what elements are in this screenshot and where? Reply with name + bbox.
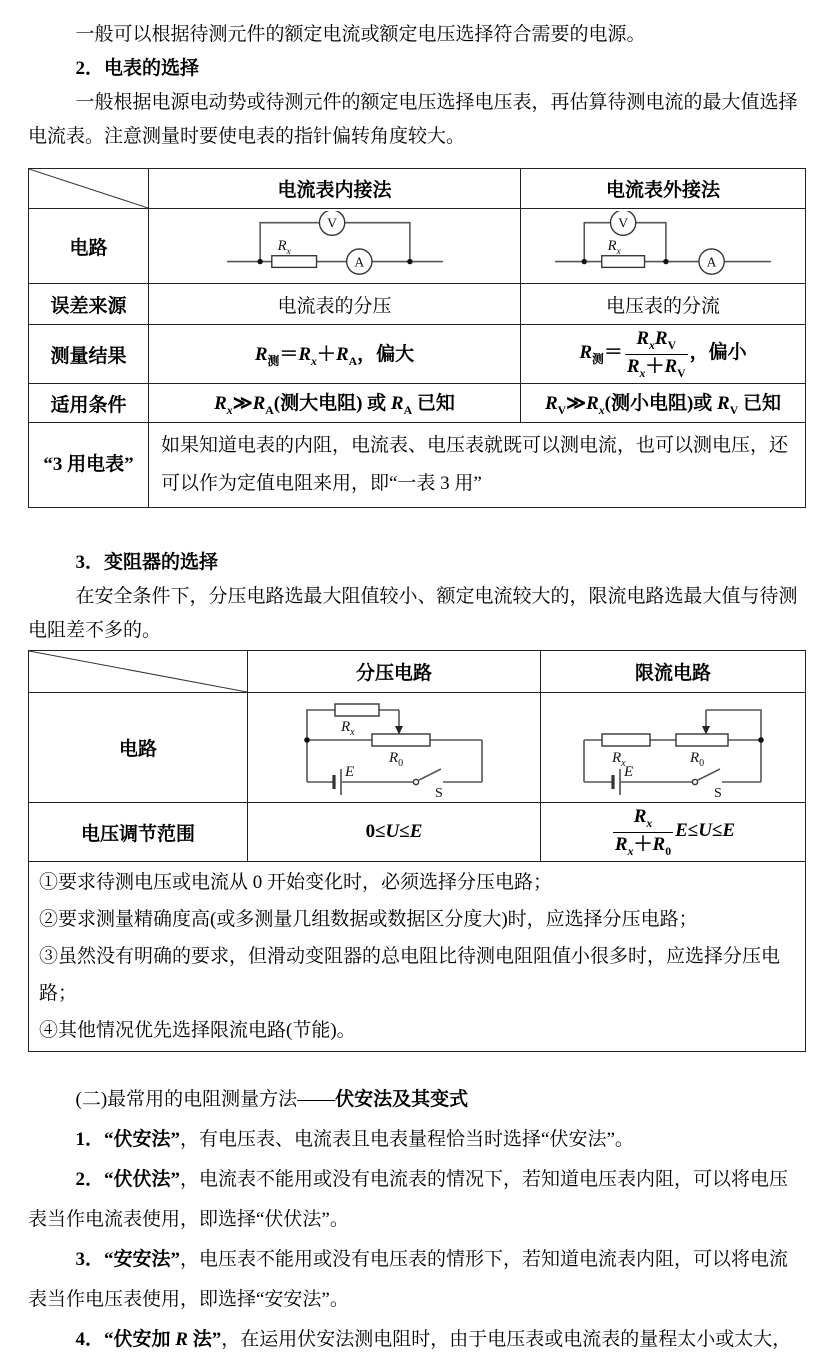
label-rx: $R_x$ — [340, 718, 355, 738]
formula-condition-external: $R_V≫R_x$(测小电阻)或 $R_V$ 已知 — [544, 393, 781, 417]
table1-col-internal: 电流表内接法 — [149, 169, 521, 209]
table1-error-row — [29, 284, 806, 325]
method-1-rest: ，有电压表、电流表且电表量程恰当时选择“伏安法”。 — [180, 1129, 634, 1151]
table2-col-limiter: 限流电路 — [541, 651, 806, 693]
table1-row-label-meter3: “3 用电表” — [29, 423, 149, 508]
formula-result-external: $R_测=$ $\frac{R_xR_V}{R_x+R_V}$ ，偏小 — [579, 328, 747, 380]
cell-meter3-text: 如果知道电表的内阻，电流表、电压表就既可以测电流，也可以测电压，还可以作为定值电阻来用，即“一表 3 用” — [149, 423, 806, 508]
method-item-2 — [28, 1160, 805, 1240]
ammeter-internal-circuit-diagram — [220, 211, 450, 281]
diagonal-divider — [29, 169, 148, 208]
table1-col-external: 电流表外接法 — [521, 169, 806, 209]
table1-row-label-error: 误差来源 — [29, 284, 149, 325]
battery-label: E — [344, 763, 354, 780]
note-3: ③虽然没有明确的要求，但滑动变阻器的总电阻比待测电阻阻值小很多时，应选择分压电路； — [39, 946, 781, 1005]
table2-header-row — [29, 651, 806, 693]
section-2-heading: 2．电表的选择 — [75, 58, 200, 79]
table2-notes-row — [29, 862, 806, 1052]
methods-heading — [28, 1080, 805, 1120]
ammeter-label: A — [706, 254, 717, 270]
method-item-1 — [28, 1120, 805, 1160]
method-3-rest: ，电压表不能用或没有电压表的情形下，若知道电流表内阻，可以将电流表当作电压表使用，即选择“安安法”。 — [28, 1249, 789, 1311]
methods-heading-prefix: (二)最常用的电阻测量方法—— — [75, 1089, 336, 1111]
table1-row-label-circuit: 电路 — [29, 209, 149, 284]
cell-circuit-external — [521, 209, 806, 284]
ammeter-external-circuit-diagram — [548, 211, 778, 281]
method-4-lead: 4．“伏安加 R 法” — [75, 1329, 222, 1351]
methods-section — [28, 1080, 805, 1360]
table1-diagonal-cell — [29, 169, 149, 209]
method-3-lead: 3．“安安法” — [75, 1249, 181, 1271]
method-1-lead: 1．“伏安法” — [75, 1129, 181, 1151]
method-item-4 — [28, 1320, 805, 1360]
label-rx: $R_x$ — [607, 237, 621, 257]
cell-result-external — [521, 325, 806, 384]
cell-range-limiter — [541, 803, 806, 862]
voltmeter-label: V — [618, 215, 629, 231]
table2-circuit-row — [29, 693, 806, 803]
label-r0: $R_0$ — [388, 749, 403, 769]
formula-range-limiter: $\frac{R_x}{R_x+R_0}$ E≤U≤E — [614, 806, 736, 858]
cell-error-internal: 电流表的分压 — [149, 284, 521, 325]
table1-meter3-row — [29, 423, 806, 508]
formula-condition-internal: $R_x≫R_A$(测大电阻) 或 $R_A$ 已知 — [214, 393, 455, 417]
cell-circuit-divider — [248, 693, 541, 803]
cell-condition-internal — [149, 384, 521, 423]
label-rx: $R_x$ — [277, 237, 291, 257]
intro-paragraph: 一般可以根据待测元件的额定电流或额定电压选择符合需要的电源。 — [75, 24, 646, 45]
table2-range-row — [29, 803, 806, 862]
table1-row-label-result: 测量结果 — [29, 325, 149, 384]
formula-result-internal: $R_测=R_x+R_A$，偏大 — [254, 344, 415, 368]
method-item-3 — [28, 1240, 805, 1320]
section-2-paragraph: 一般根据电源电动势或待测元件的额定电压选择电压表，再估算待测电流的最大值选择电流表。注意测量时要使电表的指针偏转角度较大。 — [28, 92, 798, 147]
cell-circuit-internal — [149, 209, 521, 284]
rheostat-table — [28, 650, 806, 1052]
label-r0: $R_0$ — [689, 749, 704, 769]
method-2-lead: 2．“伏伏法” — [75, 1169, 181, 1191]
table1-condition-row — [29, 384, 806, 423]
ammeter-connection-table — [28, 168, 806, 508]
switch-label: S — [713, 785, 722, 800]
cell-condition-external — [521, 384, 806, 423]
battery-label: E — [623, 763, 633, 780]
note-1: ①要求待测电压或电流从 0 开始变化时，必须选择分压电路； — [39, 872, 553, 894]
cell-circuit-limiter — [541, 693, 806, 803]
cell-result-internal — [149, 325, 521, 384]
table2-col-divider: 分压电路 — [248, 651, 541, 693]
diagonal-divider — [29, 651, 247, 692]
method-2-rest: ，电流表不能用或没有电流表的情况下，若知道电压表内阻，可以将电压表当作电流表使用，即选择“伏伏法”。 — [28, 1169, 789, 1231]
cell-error-external: 电压表的分流 — [521, 284, 806, 325]
note-4: ④其他情况优先选择限流电路(节能)。 — [39, 1020, 356, 1042]
section-3-paragraph: 在安全条件下，分压电路选最大阻值较小、额定电流较大的，限流电路选最大值与待测电阻差不多的。 — [28, 586, 798, 642]
methods-heading-bold: 伏安法及其变式 — [335, 1089, 469, 1111]
switch-label: S — [434, 785, 443, 800]
table1-header-row — [29, 169, 806, 209]
note-2: ②要求测量精确度高(或多测量几组数据或数据区分度大)时，应选择分压电路； — [39, 909, 698, 931]
label-rx: $R_x$ — [611, 749, 626, 769]
table1-circuit-row — [29, 209, 806, 284]
voltage-divider-circuit-diagram — [277, 696, 512, 800]
voltmeter-label: V — [326, 215, 337, 231]
table2-diagonal-cell — [29, 651, 248, 693]
table1-result-row — [29, 325, 806, 384]
cell-range-divider — [248, 803, 541, 862]
cell-selection-notes — [29, 862, 806, 1052]
current-limiter-circuit-diagram — [556, 696, 791, 800]
ammeter-label: A — [353, 254, 364, 270]
method-4-rest: ，在运用伏安法测电阻时，由于电压表或电流表的量程太小或太大， — [221, 1329, 792, 1351]
table2-row-label-circuit: 电路 — [29, 693, 248, 803]
section-3-heading: 3．变阻器的选择 — [75, 552, 219, 574]
formula-range-divider: 0≤U≤E — [365, 821, 423, 843]
table2-row-label-range: 电压调节范围 — [29, 803, 248, 862]
table1-row-label-condition: 适用条件 — [29, 384, 149, 423]
